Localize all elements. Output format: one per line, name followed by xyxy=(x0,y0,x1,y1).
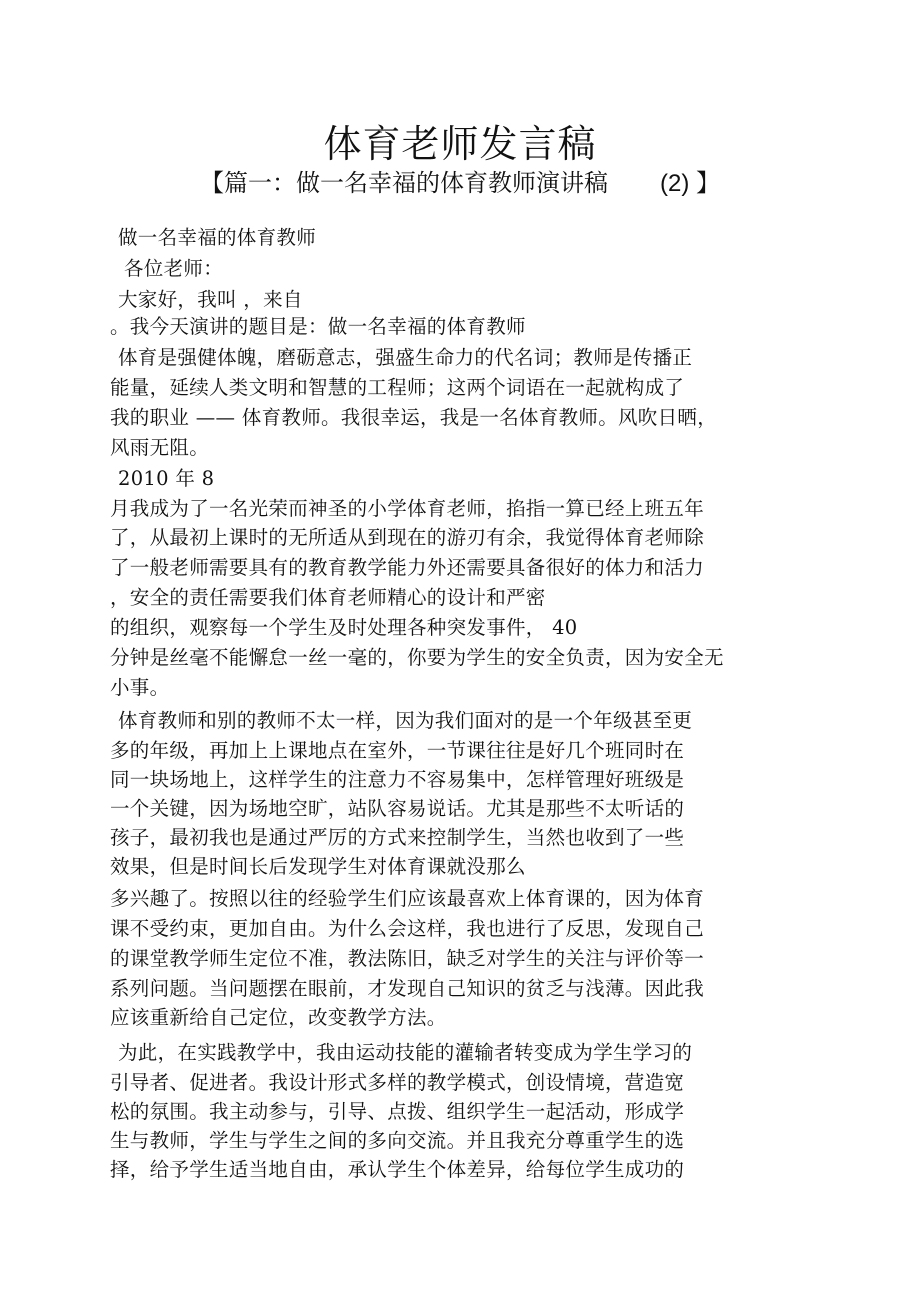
paragraph-line: 应该重新给自己定位，改变教学方法。 xyxy=(110,1006,447,1029)
paragraph-line: 效果，但是时间长后发现学生对体育课就没那么 xyxy=(110,855,526,878)
paragraph-line: 一个关键，因为场地空旷，站队容易说话。尤其是那些不太听话的 xyxy=(110,797,685,820)
paragraph-line: 了一般老师需要具有的教育教学能力外还需要具备很好的体力和活力 xyxy=(110,556,705,579)
paragraph-line: 小事。 xyxy=(110,676,170,699)
paragraph-line: 孩子，最初我也是通过严厉的方式来控制学生，当然也收到了一些 xyxy=(110,826,685,849)
paragraph-line: 。我今天演讲的题目是：做一名幸福的体育教师 xyxy=(110,315,526,338)
paragraph-line: 引导者、促进者。我设计形式多样的教学模式，创设情境，营造宽 xyxy=(110,1071,685,1094)
paragraph-line: 多的年级，再加上上课地点在室外，一节课往往是好几个班同时在 xyxy=(110,739,685,762)
paragraph-line: 能量，延续人类文明和智慧的工程师；这两个词语在一起就构成了 xyxy=(110,376,685,399)
paragraph-line: 月我成为了一名光荣而神圣的小学体育老师，掐指一算已经上班五年 xyxy=(110,497,705,520)
subtitle-suffix: (2) 】 xyxy=(660,170,720,197)
paragraph-line: 风雨无阻。 xyxy=(110,436,210,459)
document-title: 体育老师发言稿 xyxy=(323,122,597,166)
paragraph-line: 各位老师： xyxy=(124,257,224,280)
paragraph-line: 2010 年 8 xyxy=(118,467,215,490)
subtitle-prefix: 【篇一：做一名幸福的体育教师演讲稿 xyxy=(200,169,608,197)
paragraph-line: 择，给予学生适当地自由，承认学生个体差异，给每位学生成功的 xyxy=(110,1158,685,1181)
paragraph-line: 了，从最初上课时的无所适从到现在的游刃有余，我觉得体育老师除 xyxy=(110,526,705,549)
paragraph-line: 同一块场地上，这样学生的注意力不容易集中，怎样管理好班级是 xyxy=(110,768,685,791)
paragraph-line: 松的氛围。我主动参与，引导、点拨、组织学生一起活动，形成学 xyxy=(110,1100,685,1123)
paragraph-line: 生与教师，学生与学生之间的多向交流。并且我充分尊重学生的选 xyxy=(110,1129,685,1152)
paragraph-line: 大家好，我叫 ，来自 xyxy=(118,288,303,311)
paragraph-line: 多兴趣了。按照以往的经验学生们应该最喜欢上体育课的，因为体育 xyxy=(110,887,705,910)
paragraph-line: 的课堂教学师生定位不准，教法陈旧，缺乏对学生的关注与评价等一 xyxy=(110,947,705,970)
paragraph-line: 体育是强健体魄，磨砺意志，强盛生命力的代名词；教师是传播正 xyxy=(118,346,693,369)
paragraph-line: 系列问题。当问题摆在眼前，才发现自己知识的贫乏与浅薄。因此我 xyxy=(110,977,705,1000)
paragraph-line: 做一名幸福的体育教师 xyxy=(118,226,317,249)
paragraph-line: 的组织，观察每一个学生及时处理各种突发事件， 40 xyxy=(110,616,578,639)
paragraph-line: 体育教师和别的教师不太一样，因为我们面对的是一个年级甚至更 xyxy=(118,709,693,732)
paragraph-line: 分钟是丝毫不能懈怠一丝一毫的，你要为学生的安全负责，因为安全无 xyxy=(110,646,724,669)
document-subtitle xyxy=(0,166,920,201)
paragraph-line: 为此，在实践教学中，我由运动技能的灌输者转变成为学生学习的 xyxy=(118,1041,693,1064)
paragraph-line: ，安全的责任需要我们体育老师精心的设计和严密 xyxy=(110,586,546,609)
paragraph-line: 我的职业 —— 体育教师。我很幸运，我是一名体育教师。风吹日晒， xyxy=(110,406,717,429)
paragraph-line: 课不受约束，更加自由。为什么会这样，我也进行了反思，发现自己 xyxy=(110,917,705,940)
